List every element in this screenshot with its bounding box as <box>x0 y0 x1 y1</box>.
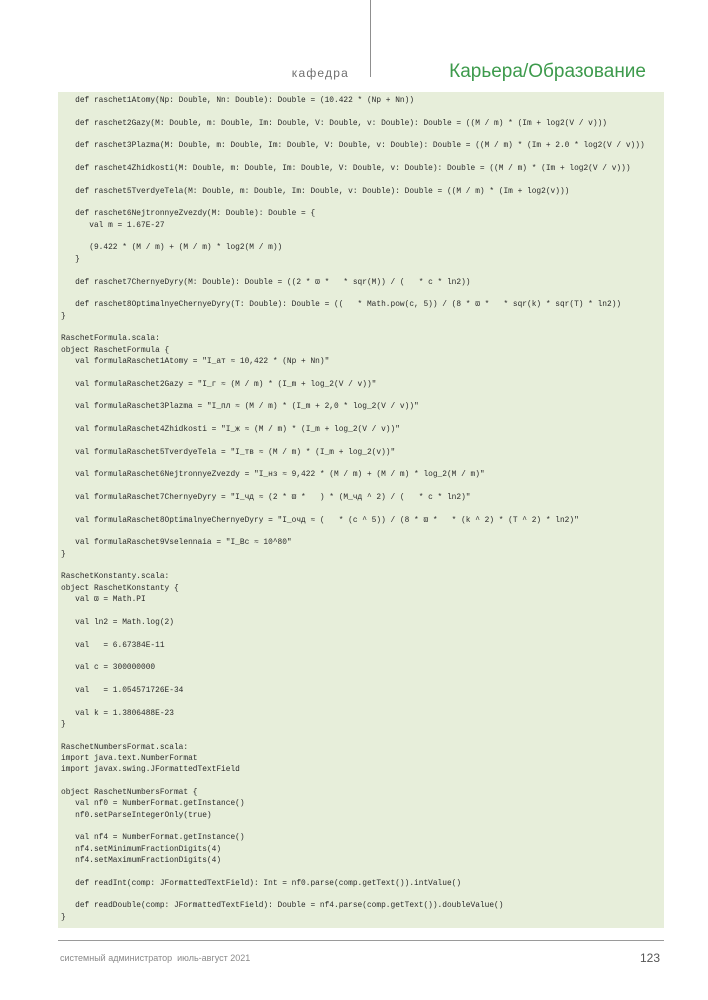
code-line: val formulaRaschet8OptimalnyeChernyeDyry = "I_очд ≈ ( * (c ^ 5)) / (8 * ϖ * * (k ^ 2) * (T ^ 2) * ln2)" <box>61 515 579 525</box>
section-title: Карьера/Образование <box>449 61 646 82</box>
header-divider <box>370 0 371 77</box>
code-line: def raschet2Gazy(M: Double, m: Double, Im: Double, V: Double, v: Double): Double = ((M / m) * (Im + log2(V / v))) <box>61 118 608 128</box>
code-line: RaschetNumbersFormat.scala: <box>61 742 189 752</box>
code-line <box>61 674 664 685</box>
code-line: def raschet1Atomy(Np: Double, Nn: Double): Double = (10.422 * (Np + Nn)) <box>61 96 415 105</box>
code-line: val formulaRaschet5TverdyeTela = "I_тв ≈ (M / m) * (I_m + log_2(v))" <box>61 447 396 457</box>
code-line <box>61 526 664 537</box>
code-line: val formulaRaschet3Plazma = "I_пл ≈ (M / m) * (I_m + 2,0 * log_2(V / v))" <box>61 402 419 412</box>
code-line <box>61 265 664 276</box>
code-line <box>61 730 664 741</box>
code-line <box>61 866 664 877</box>
code-line: val formulaRaschet7ChernyeDyry = "I_чд ≈ (2 * ϖ * ) * (M_чд ^ 2) / ( * c * ln2)" <box>61 493 471 503</box>
code-line: val c = 300000000 <box>61 663 156 673</box>
code-line <box>61 651 664 662</box>
code-line <box>61 503 664 514</box>
footer-credits <box>60 953 250 964</box>
code-line: import javax.swing.JFormattedTextField <box>61 765 240 775</box>
section-label: кафедра <box>291 66 349 80</box>
code-line: val = 1.054571726E-34 <box>61 685 184 695</box>
page-number: 123 <box>639 951 660 965</box>
magazine-name: системный администратор <box>60 953 173 963</box>
code-line: object RaschetFormula { <box>61 345 170 355</box>
code-line: val nf0 = NumberFormat.getInstance() <box>61 799 245 809</box>
code-line <box>61 696 664 707</box>
footer-rule <box>58 940 664 941</box>
code-line: RaschetKonstanty.scala: <box>61 572 170 582</box>
code-line: object RaschetKonstanty { <box>61 583 179 593</box>
code-line <box>61 197 664 208</box>
code-line: } <box>61 912 66 922</box>
code-line: nf4.setMinimumFractionDigits(4) <box>61 844 222 854</box>
code-line <box>61 129 664 140</box>
code-line: val formulaRaschet6NejtronnyeZvezdy = "I_нз ≈ 9,422 * (M / m) + (M / m) * log_2(M / m)" <box>61 470 485 480</box>
code-line: (9.422 * (M / m) + (M / m) * log2(M / m)) <box>61 243 283 253</box>
code-line <box>61 231 664 242</box>
code-line: val formulaRaschet4Zhidkosti = "I_ж ≈ (M / m) * (I_m + log_2(V / v))" <box>61 424 400 434</box>
code-line: val k = 1.3806488E-23 <box>61 708 174 718</box>
code-line: nf4.setMaximumFractionDigits(4) <box>61 856 222 866</box>
code-line <box>61 367 664 378</box>
code-line: import java.text.NumberFormat <box>61 753 198 763</box>
code-line <box>61 458 664 469</box>
issue-date: июль-август 2021 <box>177 953 251 963</box>
code-line: RaschetFormula.scala: <box>61 334 160 344</box>
code-line: val nf4 = NumberFormat.getInstance() <box>61 833 245 843</box>
code-line: val formulaRaschet9Vselennaia = "I_Вс ≈ 10^80" <box>61 538 292 548</box>
code-line <box>61 628 664 639</box>
code-line: object RaschetNumbersFormat { <box>61 787 198 797</box>
code-line: } <box>61 549 66 559</box>
code-line: val formulaRaschet2Gazy = "I_г ≈ (M / m) * (I_m + log_2(V / v))" <box>61 379 377 389</box>
code-line <box>61 889 664 900</box>
code-line: def raschet5TverdyeTela(M: Double, m: Double, Im: Double, v: Double): Double = ((M / m) * (Im + log2(v))) <box>61 186 570 196</box>
code-line <box>61 106 664 117</box>
code-line <box>61 322 664 333</box>
code-line <box>61 435 664 446</box>
code-line <box>61 481 664 492</box>
code-listing <box>58 92 664 928</box>
code-line: val m = 1.67E-27 <box>61 220 165 230</box>
code-line: } <box>61 254 80 264</box>
code-line: val ϖ = Math.PI <box>61 595 146 605</box>
code-line: def raschet4Zhidkosti(M: Double, m: Double, Im: Double, V: Double, v: Double): Double = ((M / m) * (Im + log2(V / v))) <box>61 164 631 174</box>
code-line: def raschet3Plazma(M: Double, m: Double, Im: Double, V: Double, v: Double): Double = ((M / m) * (Im + 2.0 * log2(V / v))) <box>61 141 645 151</box>
code-line <box>61 776 664 787</box>
code-line: } <box>61 719 66 729</box>
code-line: val = 6.67384E-11 <box>61 640 165 650</box>
code-line <box>61 390 664 401</box>
code-line: val ln2 = Math.log(2) <box>61 617 174 627</box>
code-line: nf0.setParseIntegerOnly(true) <box>61 810 212 820</box>
code-line: def readInt(comp: JFormattedTextField): Int = nf0.parse(comp.getText()).intValue() <box>61 878 462 888</box>
code-line <box>61 821 664 832</box>
code-line <box>61 288 664 299</box>
code-line: def raschet6NejtronnyeZvezdy(M: Double): Double = { <box>61 209 316 219</box>
code-line: val formulaRaschet1Atomy = "I_ат ≈ 10,422 * (Np + Nn)" <box>61 356 330 366</box>
code-line: def readDouble(comp: JFormattedTextField): Double = nf4.parse(comp.getText()).doubleValue() <box>61 901 504 911</box>
code-line: def raschet8OptimalnyeChernyeDyry(T: Double): Double = (( * Math.pow(c, 5)) / (8 * ϖ * * sqr(k) * sqr(T) * ln2)) <box>61 300 622 310</box>
code-line: def raschet7ChernyeDyry(M: Double): Double = ((2 * ϖ * * sqr(M)) / ( * c * ln2)) <box>61 277 471 287</box>
code-line <box>61 174 664 185</box>
code-line <box>61 152 664 163</box>
code-line <box>61 605 664 616</box>
code-line <box>61 413 664 424</box>
code-line <box>61 560 664 571</box>
code-line: } <box>61 311 66 321</box>
